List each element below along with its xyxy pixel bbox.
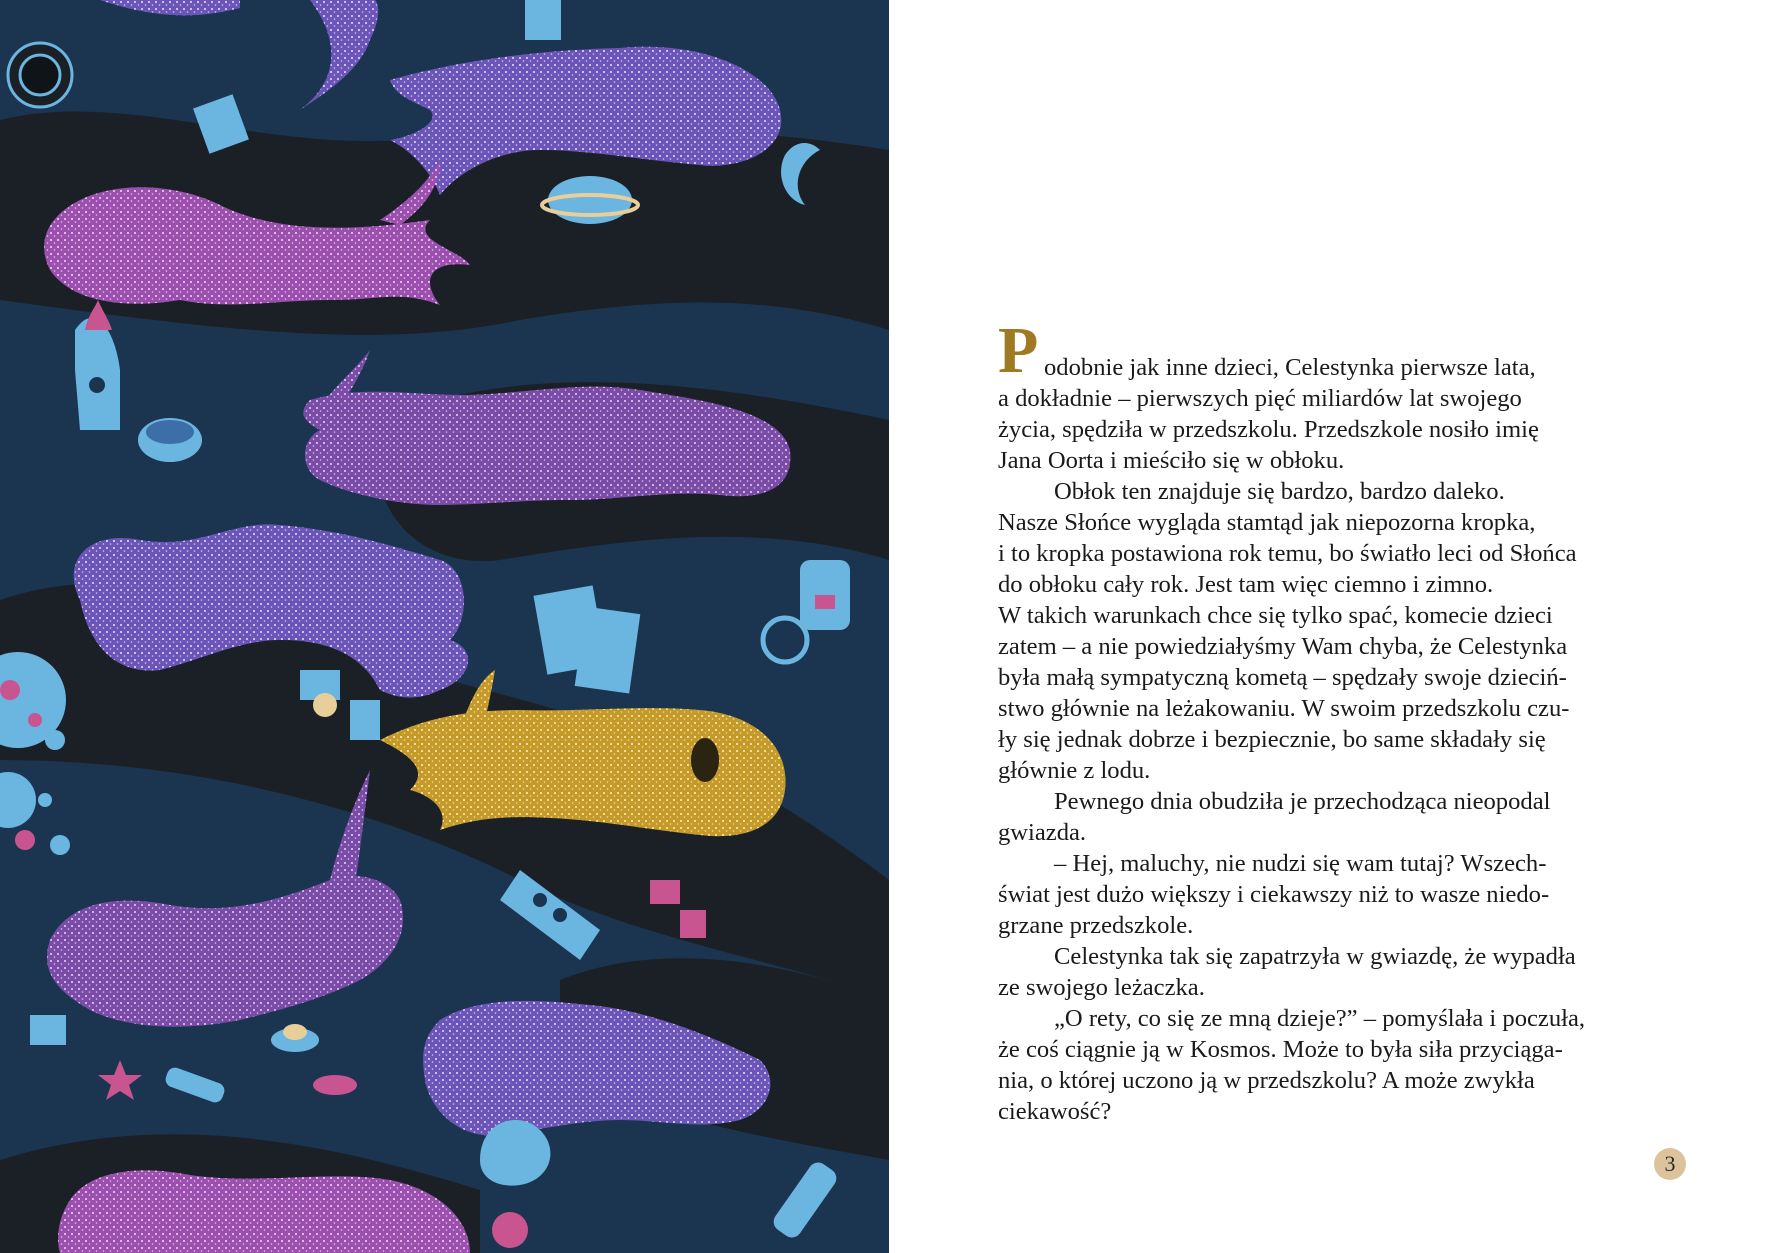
story-line: ły się jednak dobrze i bezpiecznie, bo same składały się <box>998 726 1546 753</box>
story-line: „O rety, co się ze mną dzieje?” – pomyślała i poczuła, <box>1054 1005 1586 1032</box>
story-line: Pewnego dnia obudziła je przechodząca nieopodal <box>1054 788 1551 815</box>
story-line: do obłoku cały rok. Jest tam więc ciemno i zimno. <box>998 571 1494 598</box>
story-line: ze swojego leżaczka. <box>998 974 1205 1001</box>
comet-gold-face <box>691 738 719 782</box>
page-number: 3 <box>1654 1148 1686 1180</box>
story-line: życia, spędziła w przedszkolu. Przedszkole nosiło imię <box>998 416 1539 443</box>
story-line: stwo głównie na leżakowaniu. W swoim przedszkolu czu- <box>998 695 1570 722</box>
story-line: nia, o której uczono ją w przedszkolu? A może zwykła <box>998 1067 1535 1094</box>
story-line: że coś ciągnie ją w Kosmos. Może to była siła przyciąga- <box>998 1036 1563 1063</box>
sun-icon <box>8 43 72 107</box>
story-line: W takich warunkach chce się tylko spać, komecie dzieci <box>998 602 1553 629</box>
story-line: Jana Oorta i mieściło się w obłoku. <box>998 447 1345 474</box>
story-line: – Hej, maluchy, nie nudzi się wam tutaj? Wszech- <box>1054 850 1547 877</box>
story-line: ciekawość? <box>998 1098 1112 1125</box>
comet-purple-1 <box>303 387 790 505</box>
story-line: Nasze Słońce wygląda stamtąd jak niepozorna kropka, <box>998 509 1536 536</box>
story-line: głównie z lodu. <box>998 757 1151 784</box>
story-line: świat jest dużo większy i ciekawszy niż to wasze niedo- <box>998 881 1550 908</box>
story-line: gwiazda. <box>998 819 1087 846</box>
spinning-top-icon <box>138 418 202 462</box>
story-line: zatem – a nie powiedziałyśmy Wam chyba, że Celestynka <box>998 633 1568 660</box>
story-line: Celestynka tak się zapatrzyła w gwiazdę, że wypadła <box>1054 943 1576 970</box>
story-line: i to kropka postawiona rok temu, bo światło leci od Słońca <box>998 540 1577 567</box>
text-page <box>889 0 1772 1253</box>
story-line: grzane przedszkole. <box>998 912 1194 939</box>
story-line: a dokładnie – pierwszych pięć miliardów lat swojego <box>998 385 1522 412</box>
drop-cap: P <box>998 314 1039 387</box>
story-line: Obłok ten znajduje się bardzo, bardzo daleko. <box>1054 478 1505 505</box>
story-text <box>998 314 1678 1127</box>
story-line: odobnie jak inne dzieci, Celestynka pierwsze lata, <box>1044 354 1536 381</box>
story-line: była małą sympatyczną kometą – spędzały swoje dzieciń- <box>998 664 1567 691</box>
